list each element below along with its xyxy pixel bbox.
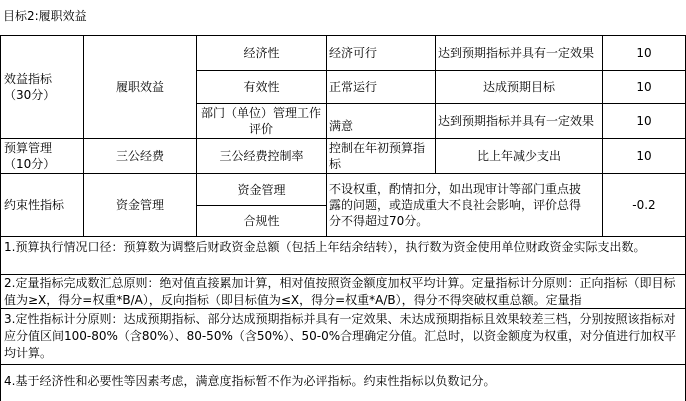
indicator-detail: 正常运行 — [329, 80, 378, 94]
budget-subcategory: 三公经费 — [115, 149, 164, 163]
indicator-detail: 经济可行 — [329, 46, 378, 60]
indicator-target: 达到预期指标并具有一定效果 — [438, 46, 595, 60]
indicator-target: 达到预期指标并具有一定效果 — [438, 114, 595, 128]
indicator-detail: 满意 — [329, 119, 354, 133]
note-item: 4.基于经济性和必要性等因素考虑，满意度指标暂不作为必评指标。约束性指标以负数记分。 — [4, 374, 496, 388]
perf-category: 效益指标 （30分） — [4, 72, 56, 102]
constraint-category: 约束性指标 — [4, 198, 65, 212]
note-item: 1.预算执行情况口径：预算数为调整后财政资金总额（包括上年结余结转），执行数为资金使用单位财政资金实际支出数。 — [4, 240, 646, 254]
indicator-score: 10 — [636, 80, 652, 94]
grid-line — [0, 236, 686, 237]
indicator-score: -0.2 — [632, 198, 656, 212]
indicator-target: 达成预期目标 — [482, 80, 555, 94]
budget-category: 预算管理 （10分） — [4, 141, 56, 171]
perf-subcategory: 履职效益 — [115, 80, 164, 94]
note-item: 2.定量指标完成数汇总原则：绝对值直接累加计算，相对值按照资金额度加权平均计算。定量指标计分原则：正向指标（即目标值为≥X，得分=权重*B/A），反向指标（即目标值为≤X，得分=权重*A/B），得分不得突破权重总额。定量指 — [4, 276, 676, 307]
constraint-description: 不设权重，酌情扣分，如出现审计等部门重点披露的问题，或造成重大不良社会影响，评价总得分不得超过70分。 — [329, 182, 582, 228]
indicator-target: 比上年减少支出 — [476, 149, 561, 163]
section-header: 目标2:履职效益 — [3, 9, 87, 23]
indicator-detail: 控制在年初预算指标 — [329, 141, 426, 171]
indicator-name: 部门（单位）管理工作评价 — [200, 106, 321, 136]
indicator-name: 三公经费控制率 — [219, 149, 304, 163]
indicator-score: 10 — [636, 46, 652, 60]
note-item: 3.定性指标计分原则：达成预期指标、部分达成预期指标并具有一定效果、未达成预期指标且效果较差三档，分别按照该指标对应分值区间100-80%（含80%）、80-50%（含50%）、50-0%合理确定分值。汇总时，以资金额度为权重，对分值进行加权平均计算。 — [4, 312, 677, 360]
grid-line — [326, 35, 327, 236]
grid-line — [0, 364, 686, 365]
indicator-score: 10 — [636, 114, 652, 128]
grid-line — [0, 308, 686, 309]
indicator-score: 10 — [636, 149, 652, 163]
indicator-name: 经济性 — [243, 46, 280, 60]
indicator-name: 有效性 — [243, 80, 280, 94]
indicator-name: 合规性 — [243, 214, 280, 228]
indicator-name: 资金管理 — [237, 182, 286, 197]
constraint-subcategory: 资金管理 — [115, 198, 164, 212]
